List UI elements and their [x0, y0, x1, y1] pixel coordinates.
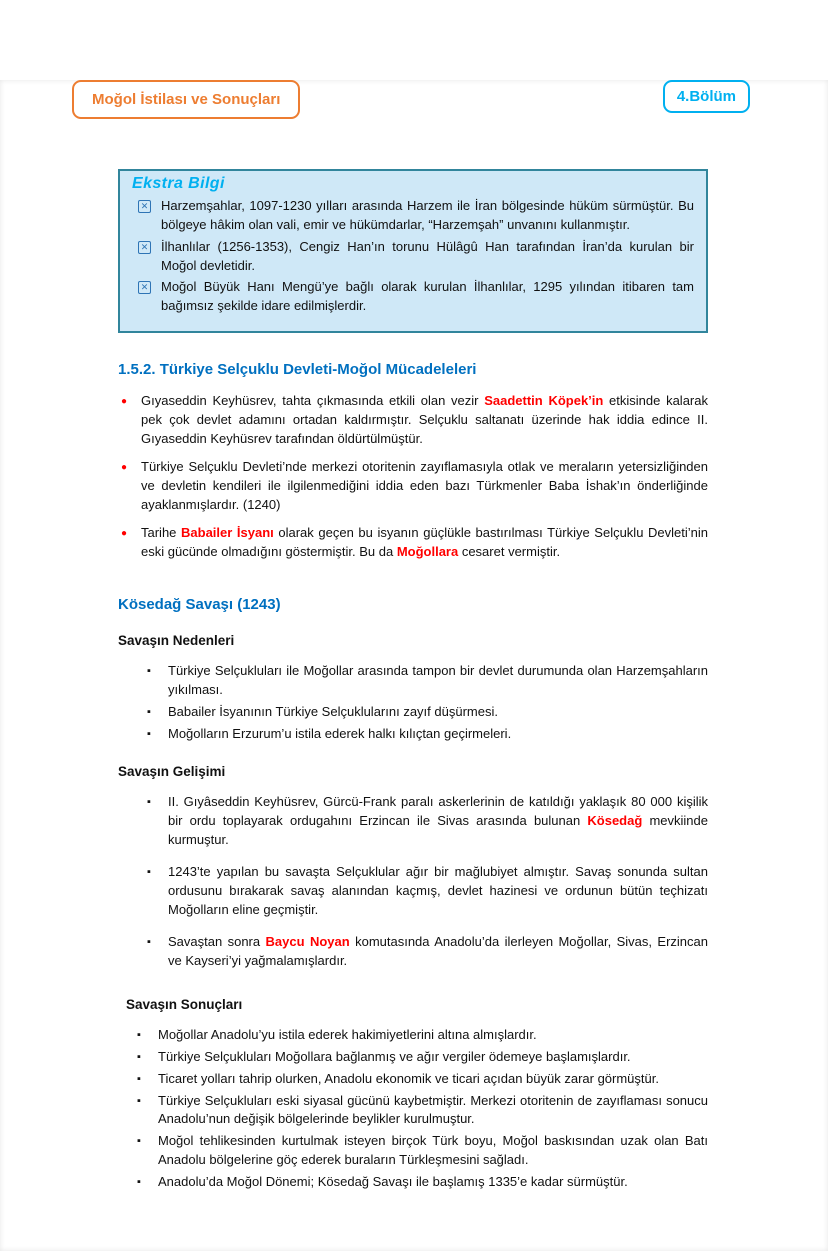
- list-item-text: Moğolların Erzurum’u istila ederek halkı kılıçtan geçirmeleri.: [168, 725, 512, 741]
- square-bullet-icon: ▪: [137, 1094, 141, 1107]
- square-bullet-icon: ▪: [147, 935, 151, 948]
- list-item: [145, 933, 708, 971]
- list-item-text: Savaştan sonra Baycu Noyan komutasında Anadolu’da ilerleyen Moğollar, Sivas, Erzincan ve Kayseri’yi yağmalamışlardır.: [168, 933, 708, 968]
- list-item-text: Babailer İsyanının Türkiye Selçuklularını zayıf düşürmesi.: [168, 703, 498, 719]
- extra-info-box: [118, 169, 708, 333]
- square-bullet-icon: ▪: [147, 705, 151, 718]
- chapter-badge: [663, 80, 750, 113]
- list-item: [145, 725, 708, 744]
- square-bullet-icon: ▪: [147, 795, 151, 808]
- highlight-text: Kösedağ: [587, 812, 643, 828]
- list-item-text: İlhanlılar (1256-1353), Cengiz Han’ın torunu Hülâgû Han tarafından İran’da kurulan bir Moğol devletidir.: [161, 238, 694, 273]
- list-item: [138, 197, 694, 235]
- list-item-text: Moğollar Anadolu’yu istila ederek hakimiyetlerini altına almışlardır.: [158, 1026, 537, 1042]
- list-item: [118, 524, 708, 562]
- subheading-gelisimi: Savaşın Gelişimi: [118, 763, 226, 779]
- page-header: [72, 80, 750, 119]
- list-item: [135, 1048, 708, 1067]
- list-item-text: Türkiye Selçukluları Moğollara bağlanmış ve ağır vergiler ödemeye başlamışlardır.: [158, 1048, 631, 1064]
- square-bullet-icon: ▪: [137, 1050, 141, 1063]
- square-bullet-icon: ▪: [147, 664, 151, 677]
- list-item: [135, 1026, 708, 1045]
- list-item-text: Anadolu’da Moğol Dönemi; Kösedağ Savaşı ile başlamış 1335’e kadar sürmüştür.: [158, 1174, 628, 1190]
- list-item-text: Türkiye Selçukluları eski siyasal gücünü kaybetmiştir. Merkezi otoritenin de zayıflaması sonucu Anadolu’nun değişik bölgelerinde beylikler kurulmuştur.: [158, 1092, 708, 1127]
- list-item: [145, 703, 708, 722]
- list-item: [145, 662, 708, 700]
- list-item-text: Türkiye Selçukluları ile Moğollar arasında tampon bir devlet durumunda olan Harzemşahların yıkılması.: [168, 662, 708, 697]
- bullet-list-sonuclari: [135, 1026, 708, 1193]
- checkbox-x-icon: ✕: [138, 241, 151, 254]
- list-item-text: Gıyaseddin Keyhüsrev, tahta çıkmasında etkili olan vezir Saadettin Köpek’in etkisinde kalarak pek çok devlet adamını ortadan kaldırmıştır. Selçuklu saltanatı üzerinde hak iddia edince II. Gıyaseddin Keyhüsrev tarafından öldürtülmüştür.: [141, 393, 708, 446]
- list-item-text: Ticaret yolları tahrip olurken, Anadolu ekonomik ve ticari açıdan büyük zarar görmüştür.: [158, 1070, 659, 1086]
- list-item: [145, 863, 708, 920]
- list-item: [118, 458, 708, 515]
- highlight-text: Moğollara: [396, 543, 459, 559]
- title-badge: [72, 80, 300, 119]
- subheading-nedenleri: Savaşın Nedenleri: [118, 632, 235, 648]
- list-item: [138, 238, 694, 276]
- list-item-text: Tarihe Babailer İsyanı olarak geçen bu isyanın güçlükle bastırılması Türkiye Selçuklu Devleti’nin eski gücünde olmadığını göstermiştir. Bu da Moğollara cesaret vermiştir.: [141, 524, 708, 559]
- bullet-list-gelisimi: [145, 793, 708, 971]
- square-bullet-icon: ▪: [137, 1135, 141, 1148]
- section-heading-kosedag: Kösedağ Savaşı (1243): [118, 595, 281, 613]
- extra-info-title: Ekstra Bilgi: [132, 175, 225, 192]
- red-bullet-icon: ●: [121, 461, 128, 473]
- list-item: [135, 1173, 708, 1192]
- list-item: [135, 1132, 708, 1170]
- chapter-badge-label: 4.Bölüm: [676, 88, 736, 105]
- title-badge-label: Moğol İstilası ve Sonuçları: [92, 91, 281, 108]
- list-item: [118, 392, 708, 449]
- highlight-text: Babailer İsyanı: [181, 524, 274, 540]
- highlight-text: Saadettin Köpek’in: [484, 393, 604, 409]
- list-item: [135, 1092, 708, 1130]
- bullet-list-mucadeleler: [118, 392, 708, 562]
- list-item: [138, 278, 694, 316]
- list-item: [145, 793, 708, 850]
- square-bullet-icon: ▪: [147, 865, 151, 878]
- square-bullet-icon: ▪: [147, 727, 151, 740]
- bullet-list-nedenleri: [145, 662, 708, 744]
- list-item-text: II. Gıyâseddin Keyhüsrev, Gürcü-Frank paralı askerlerinin de katıldığı yaklaşık 80 000 kişilik bir ordu toplayarak ordugahını Erzincan ile Sivas arasında bulunan Kösedağ mevkiinde kurmuştur.: [168, 793, 708, 847]
- red-bullet-icon: ●: [121, 527, 128, 539]
- page-content: [118, 361, 708, 1192]
- square-bullet-icon: ▪: [137, 1028, 141, 1041]
- square-bullet-icon: ▪: [137, 1176, 141, 1189]
- list-item-text: Moğol tehlikesinden kurtulmak isteyen birçok Türk boyu, Moğol baskısından uzak olan Batı Anadolu bölgelerine göç ederek buraların Türkleşmesini sağladı.: [158, 1133, 708, 1168]
- document-page: [0, 80, 828, 1251]
- square-bullet-icon: ▪: [137, 1072, 141, 1085]
- list-item: [135, 1070, 708, 1089]
- list-item-text: Moğol Büyük Hanı Mengü’ye bağlı olarak kurulan İlhanlılar, 1295 yılından itibaren tam bağımsız şekilde idare edilmişlerdir.: [161, 279, 694, 314]
- list-item-text: Türkiye Selçuklu Devleti’nde merkezi otoritenin zayıflamasıyla otlak ve meraların yetersizliğinden ve devletin kendileri ile ilgilenmediğini iddia eden bazı Türkmenler Baba İshak’ın önderliğinde ayaklanmışlardır. (1240): [141, 458, 708, 512]
- subheading-sonuclari: Savaşın Sonuçları: [126, 996, 243, 1012]
- highlight-text: Baycu Noyan: [265, 933, 350, 949]
- list-item-text: Harzemşahlar, 1097-1230 yılları arasında Harzem ile İran bölgesinde hüküm sürmüştür. Bu bölgeye hâkim olan vali, emir ve hükümdarlar, “Harzemşah” unvanını kullanmıştır.: [161, 198, 694, 232]
- checkbox-x-icon: ✕: [138, 200, 151, 213]
- red-bullet-icon: ●: [121, 396, 128, 408]
- checkbox-x-icon: ✕: [138, 281, 151, 294]
- list-item-text: 1243’te yapılan bu savaşta Selçuklular ağır bir mağlubiyet almıştır. Savaş sonunda sultan ordusunu bırakarak savaş alanından kaçmış, devlet hazinesi ve ordunun bütün teçhizatı Moğolların eline geçmiştir.: [168, 863, 708, 917]
- section-heading-mucadeleler: 1.5.2. Türkiye Selçuklu Devleti-Moğol Mücadeleleri: [118, 361, 477, 379]
